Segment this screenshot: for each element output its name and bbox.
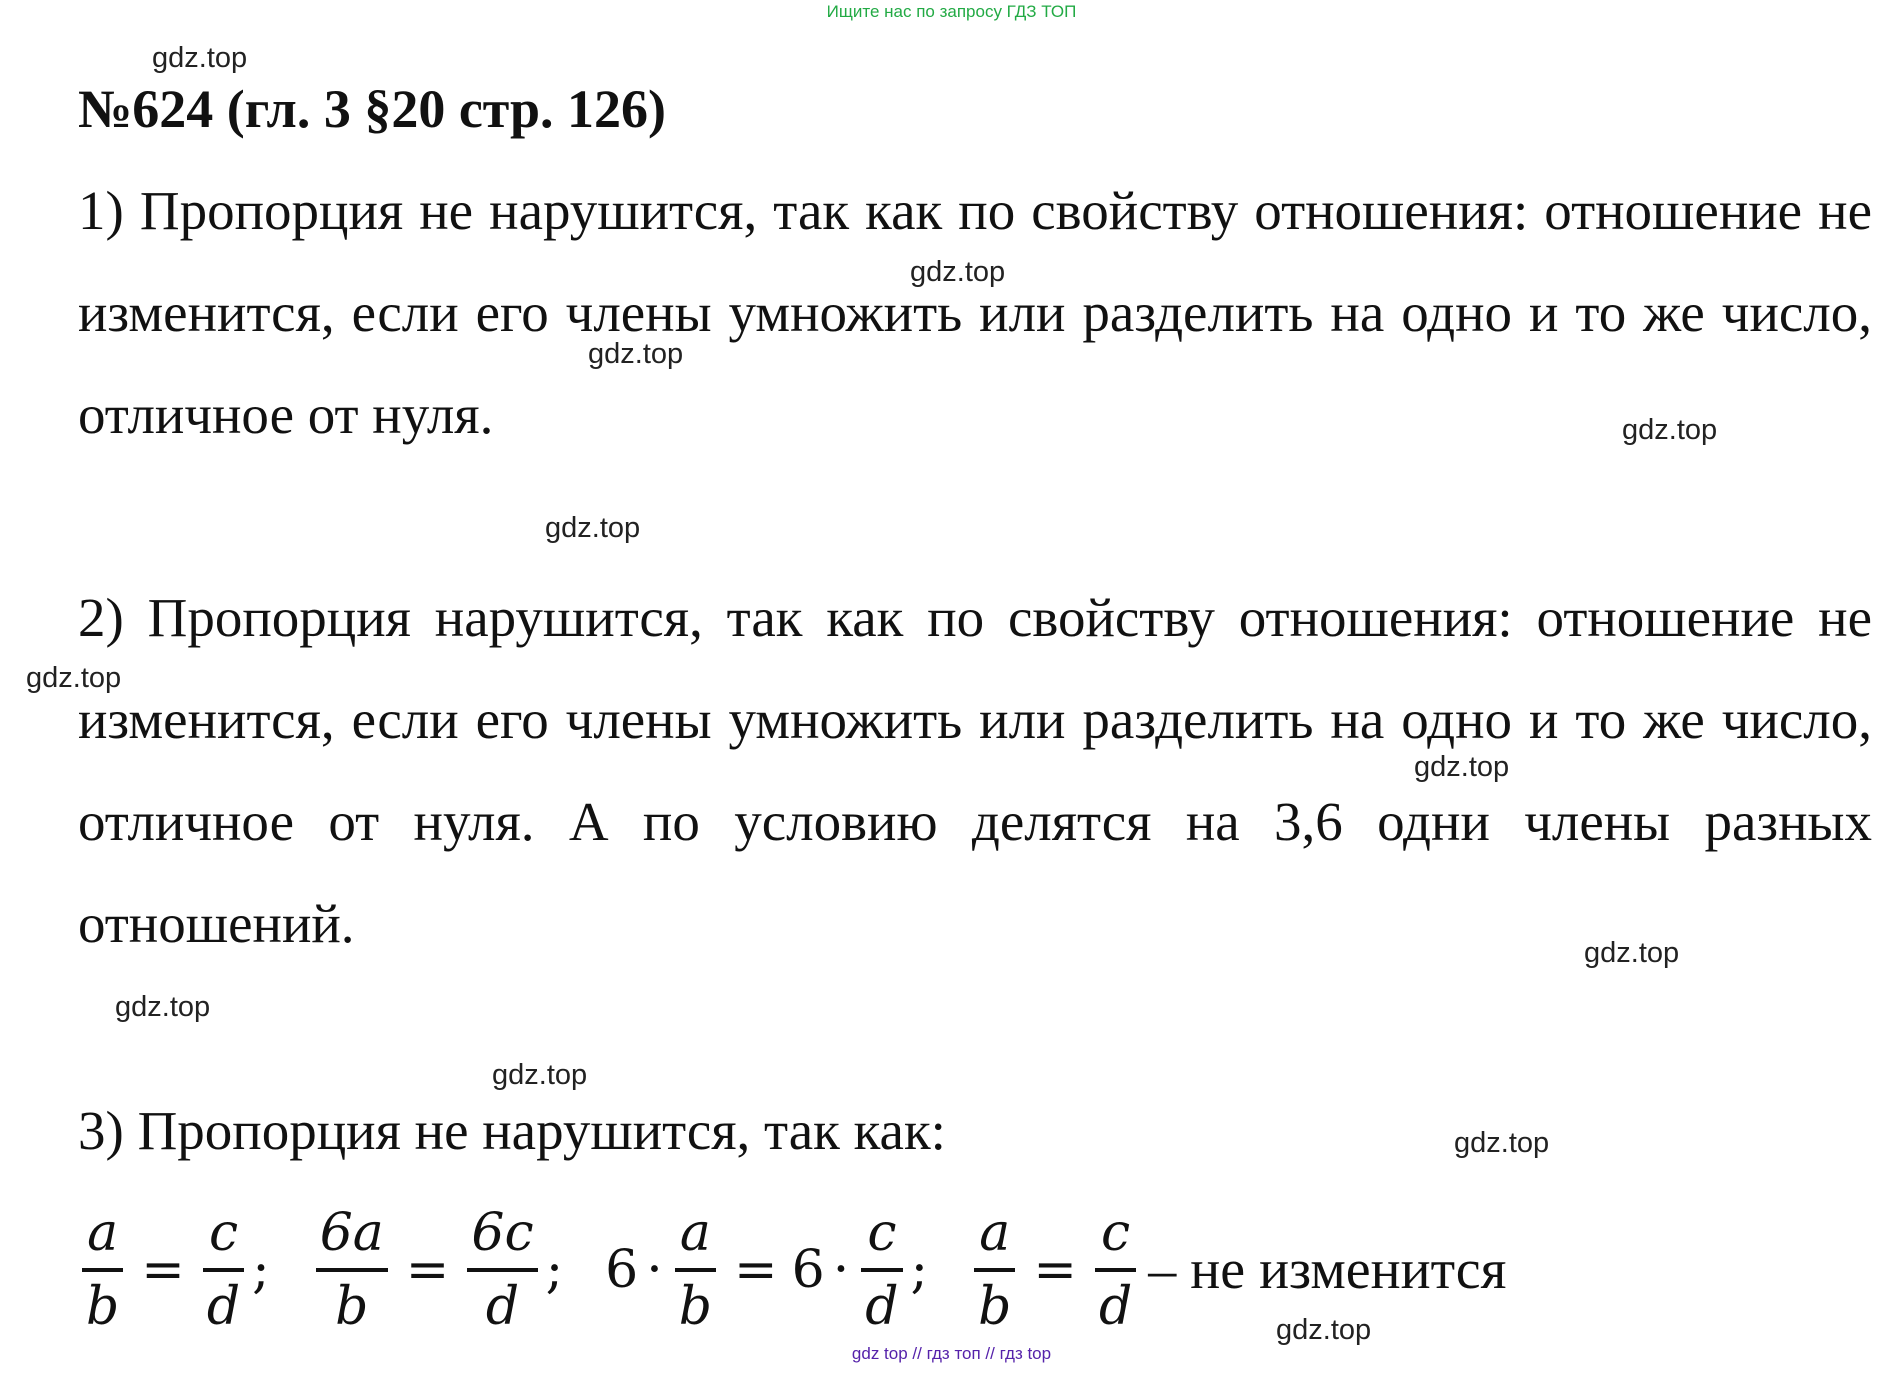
- fraction-numerator: c: [867, 1203, 897, 1263]
- watermark: gdz.top: [1414, 751, 1510, 783]
- fraction-denominator: d: [206, 1277, 241, 1337]
- fraction-numerator: c: [1101, 1203, 1131, 1263]
- fraction-a-over-b: [82, 1198, 123, 1342]
- fraction-c-over-d: [861, 1198, 902, 1342]
- watermark: gdz.top: [26, 662, 122, 694]
- multiply-dot: ·: [646, 1240, 663, 1300]
- coefficient-six: 6: [791, 1240, 825, 1300]
- fraction-a-over-b: [974, 1198, 1015, 1342]
- equals-sign: =: [405, 1240, 450, 1300]
- formula-conclusion: – не изменится: [1148, 1239, 1507, 1301]
- fraction-numerator: a: [679, 1203, 711, 1263]
- semicolon: ;: [910, 1240, 929, 1300]
- watermark: gdz.top: [1584, 937, 1680, 969]
- fraction-denominator: b: [335, 1277, 369, 1337]
- fraction-a-over-b: [675, 1198, 716, 1342]
- watermark: gdz.top: [588, 338, 684, 370]
- watermark: gdz.top: [492, 1059, 588, 1091]
- fraction-denominator: d: [485, 1277, 520, 1337]
- answer-paragraph-2: 2) Пропорция нарушится, так как по свойству отношения: отношение не изменится, если его члены умножить или разделить на одно и то же число, отличное от нуля. А по условию делятся на 3,6 одни члены разных отношений.: [78, 587, 1872, 954]
- fraction-c-over-d: [203, 1198, 244, 1342]
- watermark: gdz.top: [1276, 1314, 1372, 1346]
- fraction-6a-over-b: [316, 1198, 388, 1342]
- watermark: gdz.top: [1454, 1127, 1550, 1159]
- equals-sign: =: [734, 1240, 778, 1300]
- semicolon: ;: [545, 1240, 564, 1300]
- coefficient-six: 6: [605, 1240, 639, 1300]
- watermark: gdz.top: [152, 42, 248, 74]
- watermark: gdz.top: [545, 512, 641, 544]
- equals-sign: =: [1033, 1240, 1077, 1300]
- watermark: gdz.top: [910, 256, 1006, 288]
- fraction-denominator: d: [865, 1277, 899, 1337]
- fraction-denominator: b: [978, 1277, 1012, 1337]
- fraction-numerator: 6c: [471, 1203, 534, 1263]
- fraction-6c-over-d: [467, 1198, 537, 1342]
- equals-sign: =: [141, 1240, 185, 1300]
- fraction-numerator: a: [979, 1203, 1011, 1263]
- answer-paragraph-1: 1) Пропорция не нарушится, так как по свойству отношения: отношение не изменится, если его члены умножить или разделить на одно и то же число, отличное от нуля.: [78, 180, 1872, 445]
- fraction-denominator: d: [1098, 1277, 1133, 1337]
- fraction-numerator: 6a: [319, 1203, 384, 1263]
- fraction-denominator: b: [678, 1277, 713, 1337]
- watermark: gdz.top: [1622, 414, 1718, 446]
- page-title: №624 (гл. 3 §20 стр. 126): [78, 79, 666, 139]
- footer-watermark: gdz top // гдз топ // гдз top: [851, 1344, 1052, 1363]
- semicolon: ;: [252, 1240, 270, 1300]
- watermark: gdz.top: [115, 991, 211, 1023]
- multiply-dot: ·: [832, 1240, 850, 1300]
- fraction-numerator: c: [208, 1203, 239, 1263]
- fraction-denominator: b: [86, 1277, 120, 1337]
- fraction-c-over-d: [1095, 1198, 1136, 1342]
- fraction-numerator: a: [87, 1203, 119, 1263]
- answer-paragraph-3: 3) Пропорция не нарушится, так как:: [78, 1100, 946, 1161]
- top-banner: Ищите нас по запросу ГДЗ ТОП: [826, 2, 1077, 21]
